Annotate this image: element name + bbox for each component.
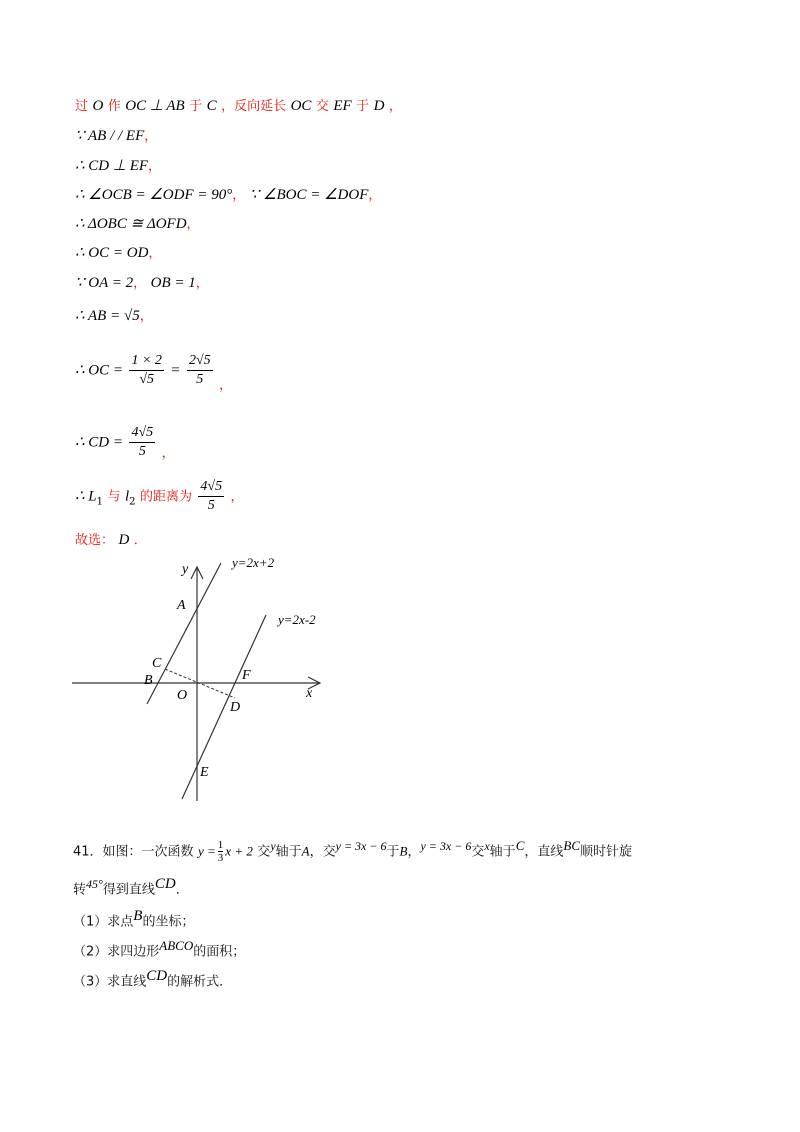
subscript: 1 [96,496,104,508]
text: 过 [75,99,89,114]
math: CD [146,968,168,984]
math: ∵ ∠BOC = ∠DOF [249,187,369,203]
text: 与 [107,489,121,505]
math: ∵ AB / / EF [75,128,145,144]
label-point-e: E [200,765,209,780]
label-line1: y=2x+2 [232,555,275,570]
label-point-a: A [177,598,186,613]
math: O [92,98,104,114]
punct: ， [161,445,175,461]
line-y-2x-minus-2 [182,615,266,799]
math: 45° [86,877,103,891]
fraction-numerator: 1 × 2 [129,352,163,371]
question-1 [73,906,194,933]
punct: ， [144,129,158,144]
solution-line-5 [75,214,200,235]
problem-line-1 [73,836,632,864]
text: 轴于 [489,844,516,860]
math: ABCO [159,938,194,953]
fraction-denominator: 5 [207,498,215,513]
text: 于 [386,844,400,860]
label-point-b: B [144,673,153,688]
math: ∴ AB = √5 [75,308,140,324]
punct: ， [368,188,382,203]
fraction-denominator: √5 [139,372,155,387]
solution-line-9 [75,352,233,393]
text: 得到直线 [102,882,155,898]
text: 交 [471,844,485,860]
fraction [218,839,224,864]
math: CD [154,876,176,892]
math: y = [198,843,216,859]
math: ∴ [75,488,89,505]
math: C [515,838,525,853]
punct: ， [133,276,147,291]
fraction [129,424,155,461]
solution-line-11 [75,478,244,515]
math: ∴ OC = [75,362,124,379]
label-point-d: D [230,700,241,715]
fraction-numerator: 2√5 [187,352,213,371]
solution-line-6 [75,243,161,264]
text: 的距离为 [139,489,192,505]
math: D [118,532,130,548]
problem-number: 41．如图：一次函数 [73,844,194,860]
punct: ， [186,217,200,232]
math: OC [290,98,312,114]
label-y-axis: y [182,562,189,577]
solution-line-7 [75,273,209,294]
text: ，反向延长 [221,99,287,114]
solution-line-12 [75,530,147,551]
math: x [484,839,490,853]
math: ∴ CD ⊥ EF [75,158,149,174]
subscript: 2 [129,496,136,508]
label-point-o: O [177,688,188,703]
math: D [373,98,385,114]
math: x + 2 [225,843,253,859]
text: 轴于 [275,844,302,860]
solution-line-3 [75,156,161,177]
text: ，交 [309,844,336,860]
math: L [88,488,97,505]
text: ， [388,99,402,114]
question-2 [73,936,245,963]
math: OC ⊥ AB [125,98,185,114]
fraction [129,352,163,389]
punct: ， [148,246,162,261]
math: l [124,488,130,505]
math: ∴ ΔOBC ≅ ΔOFD [75,216,187,232]
text: 于 [189,99,203,114]
punct: ， [230,489,244,505]
coordinate-figure [70,553,340,803]
math: B [133,908,143,924]
math: OB = 1 [150,275,196,291]
text: 交 [257,844,271,860]
text: （1）求点 [73,914,134,930]
text: 的面积； [193,944,246,960]
math: B [399,843,408,859]
math: BC [563,838,580,853]
text: 顺时针旋 [580,844,633,860]
math: ∵ OA = 2 [75,275,134,291]
label-point-f: F [242,668,251,683]
math: ∴ CD = [75,434,124,451]
math: A [301,843,310,859]
solution-line-8 [75,306,153,327]
text: ， [407,844,421,860]
math: y [270,839,276,853]
math: = [170,362,181,379]
math: y = 3x − 6 [335,839,387,853]
math: ∴ OC = OD [75,245,149,261]
fraction [187,352,213,389]
text: 作 [107,99,121,114]
solution-line-1 [75,96,402,117]
solution-line-2 [75,126,157,147]
fraction-denominator: 5 [138,444,146,459]
fraction-numerator: 4√5 [129,424,155,443]
label-point-c: C [152,656,162,671]
math: y = 3x − 6 [420,839,472,853]
text: 故选： [75,533,115,548]
text: 于 [356,99,370,114]
punct: ， [148,159,162,174]
fraction-numerator: 1 [217,839,224,852]
punct: ， [195,276,209,291]
text: （2）求四边形 [73,944,160,960]
text: ． [175,882,189,898]
fraction [198,478,224,515]
text: 交 [315,99,329,114]
question-3 [73,966,232,993]
label-line2: y=2x-2 [278,612,316,627]
punct: ， [219,377,233,393]
math: C [206,98,217,114]
text: 的坐标； [142,914,195,930]
fraction-numerator: 4√5 [198,478,224,497]
problem-line-2 [73,874,189,901]
punct: ， [139,309,153,324]
text: ． [133,533,147,548]
fraction-denominator: 3 [217,852,224,865]
text: ，直线 [524,844,564,860]
text: （3）求直线 [73,974,147,990]
solution-line-10 [75,424,175,461]
math: ∴ ∠OCB = ∠ODF = 90° [75,187,233,203]
fraction-denominator: 5 [196,372,204,387]
punct: ， [232,188,246,203]
label-x-axis: x [306,686,313,701]
math: EF [333,98,352,114]
solution-line-4 [75,185,381,206]
text: 转 [73,882,87,898]
text: 的解析式． [167,974,233,990]
